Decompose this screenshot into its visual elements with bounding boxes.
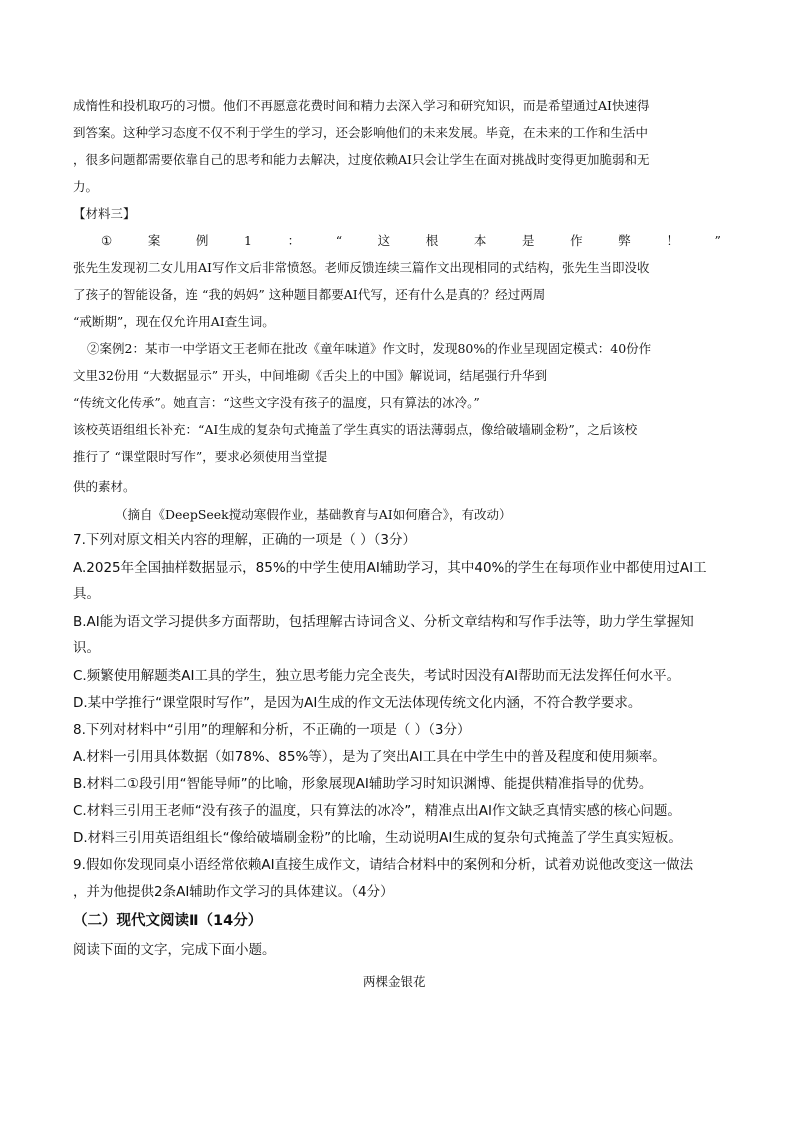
case1-title-row bbox=[101, 231, 721, 251]
case1-token: 案 bbox=[147, 233, 161, 248]
source-citation: （摘自《DeepSeek搅动寒假作业，基础教育与AI如何磨合》，有改动） bbox=[115, 507, 512, 522]
q7-option-b-line-2: 识。 bbox=[73, 640, 100, 656]
case2-line-2: 文里32份用 “大数据显示” 开头，中间堆砌《舌尖上的中国》解说词，结尾强行升华到 bbox=[73, 368, 548, 383]
story-title: 两棵金银花 bbox=[363, 974, 426, 989]
case2-line-4: 该校英语组组长补充：“AI生成的复杂句式掩盖了学生真实的语法薄弱点，像给破墙刷金粉”，之后该校 bbox=[73, 422, 638, 437]
q7-stem: 7.下列对原文相关内容的理解，正确的一项是（ ）（3分） bbox=[73, 532, 417, 548]
q7-option-a-line-2: 具。 bbox=[73, 586, 100, 602]
reading-instruction: 阅读下面的文字，完成下面小题。 bbox=[73, 942, 276, 958]
case2-line-5: 推行了 “课堂限时写作”，要求必须使用当堂提 bbox=[73, 449, 328, 464]
case1-token: 是 bbox=[522, 233, 535, 248]
q8-option-c: C.材料三引用王老师“没有孩子的温度，只有算法的冰冷”，精准点出AI作文缺乏真情实感的核心问题。 bbox=[73, 803, 681, 819]
material2-line-1: 成惰性和投机取巧的习惯。他们不再愿意花费时间和精力去深入学习和研究知识，而是希望通过AI快速得 bbox=[73, 98, 650, 113]
case1-token: “ bbox=[335, 233, 343, 248]
case2-line-1: ②案例2：某市一中学语文王老师在批改《童年味道》作文时，发现80%的作业呈现固定模式：40份作 bbox=[87, 341, 652, 356]
q8-option-d: D.材料三引用英语组组长“像给破墙刷金粉”的比喻，生动说明AI生成的复杂句式掩盖了学生真实短板。 bbox=[73, 830, 682, 846]
case1-token: 作 bbox=[570, 233, 583, 248]
q9-line-1: 9.假如你发现同桌小语经常依赖AI直接生成作文，请结合材料中的案例和分析，试着劝说他改变这一做法 bbox=[73, 857, 694, 873]
case1-token: 1 bbox=[244, 233, 252, 248]
q8-option-b: B.材料二①段引用“智能导师”的比喻，形象展现AI辅助学习时知识渊博、能提供精准指导的优势。 bbox=[73, 776, 653, 792]
case1-token: ” bbox=[714, 233, 721, 248]
case1-token: 弊 bbox=[618, 233, 631, 248]
case1-token: 这 bbox=[377, 233, 391, 248]
case1-line-3: 了孩子的智能设备，连 “我的妈妈” 这种题目都要AI代写，还有什么是真的？经过两周 bbox=[73, 287, 546, 302]
q7-option-c: C.频繁使用解题类AI工具的学生，独立思考能力完全丧失，考试时因没有AI帮助而无法发挥任何水平。 bbox=[73, 668, 681, 684]
q8-stem: 8.下列对材料中“引用”的理解和分析，不正确的一项是（ ）（3分） bbox=[73, 722, 471, 738]
case1-token: 例 bbox=[195, 233, 209, 248]
q7-option-a-line-1: A.2025年全国抽样数据显示，85%的中学生使用AI辅助学习，其中40%的学生在每项作业中都使用过AI工 bbox=[73, 560, 707, 576]
section-heading: （二）现代文阅读Ⅱ（14分） bbox=[73, 913, 263, 929]
material2-line-3: ，很多问题都需要依靠自己的思考和能力去解决，过度依赖AI只会让学生在面对挑战时变得更加脆弱和无 bbox=[73, 152, 650, 167]
case2-line-3: “传统文化传承”。她直言：“这些文字没有孩子的温度，只有算法的冰冷。” bbox=[73, 395, 480, 410]
material3-heading: 【材料三】 bbox=[73, 206, 136, 221]
material2-line-2: 到答案。这种学习态度不仅不利于学生的学习，还会影响他们的未来发展。毕竟，在未来的工作和生活中 bbox=[73, 125, 649, 140]
material2-line-4: 力。 bbox=[73, 179, 99, 194]
case2-line-6: 供的素材。 bbox=[73, 479, 136, 494]
case1-token: 根 bbox=[425, 233, 439, 248]
q7-option-d: D.某中学推行“课堂限时写作”，是因为AI生成的作文无法体现传统文化内涵，不符合教学要求。 bbox=[73, 695, 642, 711]
case1-token: ！ bbox=[666, 233, 679, 248]
case1-token: ① bbox=[101, 233, 113, 248]
q7-option-b-line-1: B.AI能为语文学习提供多方面帮助，包括理解古诗词含义、分析文章结构和写作手法等，助力学生掌握知 bbox=[73, 614, 694, 630]
case1-line-4: “戒断期”，现在仅允许用AI查生词。 bbox=[73, 314, 275, 329]
case1-token: ： bbox=[287, 233, 301, 248]
case1-line-2: 张先生发现初二女儿用AI写作文后非常愤怒。老师反馈连续三篇作文出现相同的式结构，张先生当即没收 bbox=[73, 260, 650, 275]
q9-line-2: ，并为他提供2条AI辅助作文学习的具体建议。（4分） bbox=[73, 884, 394, 900]
case1-token: 本 bbox=[473, 233, 487, 248]
q8-option-a: A.材料一引用具体数据（如78%、85%等），是为了突出AI工具在中学生中的普及程度和使用频率。 bbox=[73, 749, 666, 765]
